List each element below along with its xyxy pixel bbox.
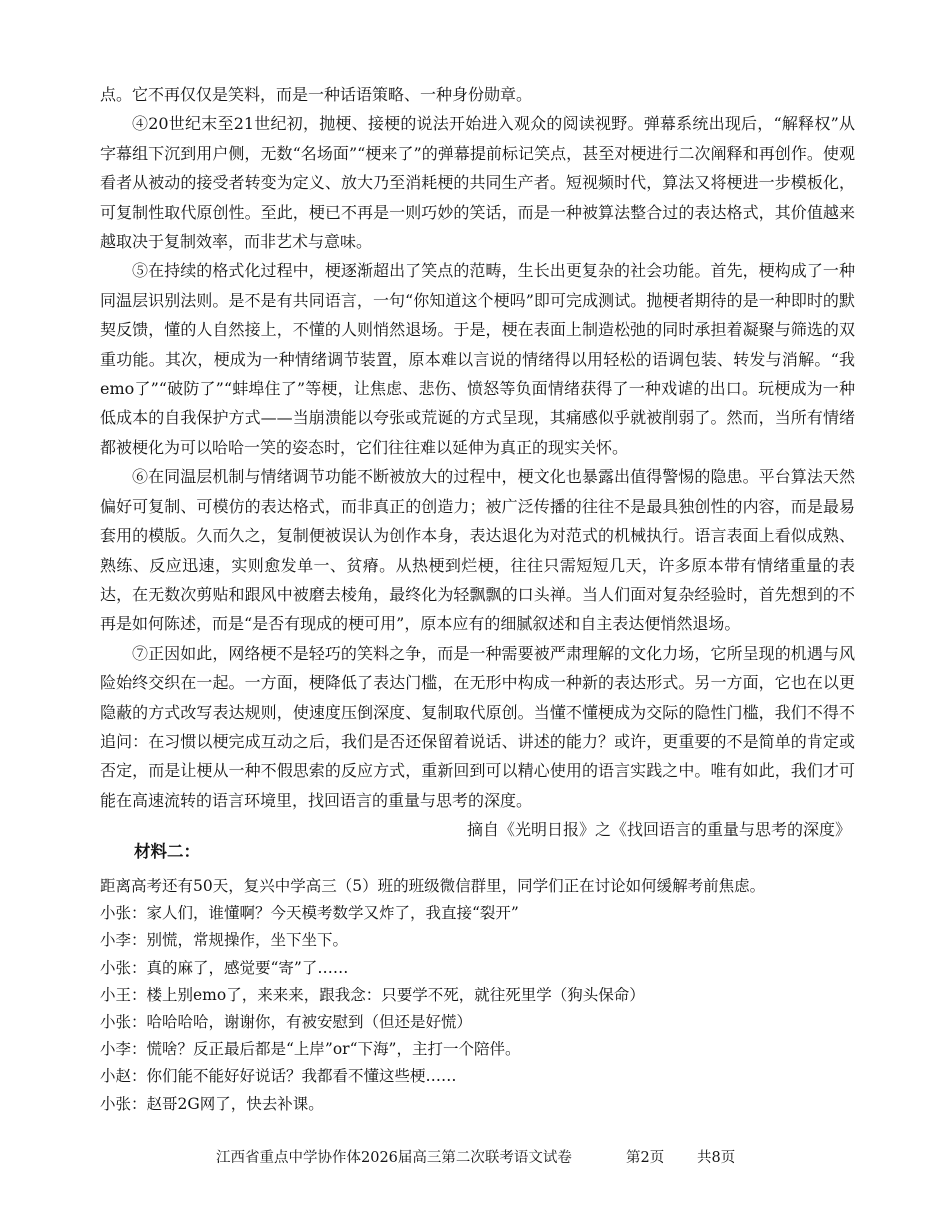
chat-line: 小张：赵哥2G网了，快去补课。: [100, 1094, 324, 1113]
paragraph-7: ⑦正因如此，网络梗不是轻巧的笑料之争，而是一种需要被严肃理解的文化力场，它所呈现的机遇与风险始终交织在一起。一方面，梗降低了表达门槛，在无形中构成一种新的表达形式。另一方面，它也在以更隐蔽的方式改写表达规则，使速度压倒深度、复制取代原创。当懂不懂梗成为交际的隐性门槛，我们不得不追问：在习惯以梗完成互动之后，我们是否还保留着说话、讲述的能力？或许，更重要的不是简单的肯定或否定，而是让梗从一种不假思索的反应方式，重新回到可以精心使用的语言实践之中。唯有如此，我们才可能在高速流转的语言环境里，找回语言的重量与思考的深度。: [100, 643, 855, 810]
chat-transcript: [100, 873, 860, 1118]
paragraph-5: ⑤在持续的格式化过程中，梗逐渐超出了笑点的范畴，生长出更复杂的社会功能。首先，梗构成了一种同温层识别法则。是不是有共同语言，一句“你知道这个梗吗”即可完成测试。抛梗者期待的是一种即时的默契反馈，懂的人自然接上，不懂的人则悄然退场。于是，梗在表面上制造松弛的同时承担着凝聚与筛选的双重功能。其次，梗成为一种情绪调节装置，原本难以言说的情绪得以用轻松的语调包装、转发与消解。“我emo了”“破防了”“蚌埠住了”等梗，让焦虑、悲伤、愤怒等负面情绪获得了一种戏谑的出口。玩梗成为一种低成本的自我保护方式——当崩溃能以夸张或荒诞的方式呈现，其痛感似乎就被削弱了。然而，当所有情绪都被梗化为可以哈哈一笑的姿态时，它们往往难以延伸为真正的现实关怀。: [100, 261, 855, 457]
chat-line: 小李：慌啥？反正最后都是“上岸”or“下海”，主打一个陪伴。: [100, 1040, 521, 1059]
material-two-heading: 材料二：: [134, 842, 200, 861]
chat-line: 小王：楼上别emo了，来来来，跟我念：只要学不死，就往死里学（狗头保命）: [100, 985, 645, 1004]
chat-line: 小张：哈哈哈哈，谢谢你，有被安慰到（但还是好慌）: [100, 1013, 473, 1032]
article-source: 摘自《光明日报》之《找回语言的重量与思考的深度》: [466, 820, 851, 840]
paragraph-6: ⑥在同温层机制与情绪调节功能不断被放大的过程中，梗文化也暴露出值得警惕的隐患。平台算法天然偏好可复制、可模仿的表达格式，而非真正的创造力；被广泛传播的往往不是最具独创性的内容，而是最易套用的模版。久而久之，复制便被误认为创作本身，表达退化为对范式的机械执行。语言表面上看似成熟、熟练、反应迅速，实则愈发单一、贫瘠。从热梗到烂梗，往往只需短短几天，许多原本带有情绪重量的表达，在无数次剪贴和跟风中被磨去棱角，最终化为轻飘飘的口头禅。当人们面对复杂经验时，首先想到的不再是如何陈述，而是“是否有现成的梗可用”，原本应有的细腻叙述和自主表达便悄然退场。: [100, 467, 855, 634]
chat-line: 小赵：你们能不能好好说话？我都看不懂这些梗……: [100, 1067, 457, 1086]
article-section: [100, 80, 855, 845]
exam-title: 江西省重点中学协作体2026届高三第二次联考语文试卷: [216, 1150, 572, 1166]
paragraph-4: ④20世纪末至21世纪初，抛梗、接梗的说法开始进入观众的阅读视野。弹幕系统出现后，“解释权”从字幕组下沉到用户侧，无数“名场面”“梗来了”的弹幕提前标记笑点，甚至对梗进行二次阐释和再创作。使观看者从被动的接受者转变为定义、放大乃至消耗梗的共同生产者。短视频时代，算法又将梗进一步模板化，可复制性取代原创性。至此，梗已不再是一则巧妙的笑话，而是一种被算法整合过的表达格式，其价值越来越取决于复制效率，而非艺术与意味。: [100, 114, 855, 252]
chat-line: 小李：别慌，常规操作，坐下坐下。: [100, 931, 349, 950]
total-pages: 共8页: [697, 1150, 736, 1166]
chat-intro: 距离高考还有50天，复兴中学高三（5）班的班级微信群里，同学们正在讨论如何缓解考前焦虑。: [100, 877, 766, 895]
page-number: 第2页: [626, 1150, 665, 1166]
chat-line: 小张：家人们，谁懂啊？今天模考数学又炸了，我直接“裂开”: [100, 904, 519, 923]
chat-line: 小张：真的麻了，感觉要“寄”了……: [100, 958, 349, 977]
paragraph-intro: 点。它不再仅仅是笑料，而是一种话语策略、一种身份勋章。: [100, 85, 533, 104]
